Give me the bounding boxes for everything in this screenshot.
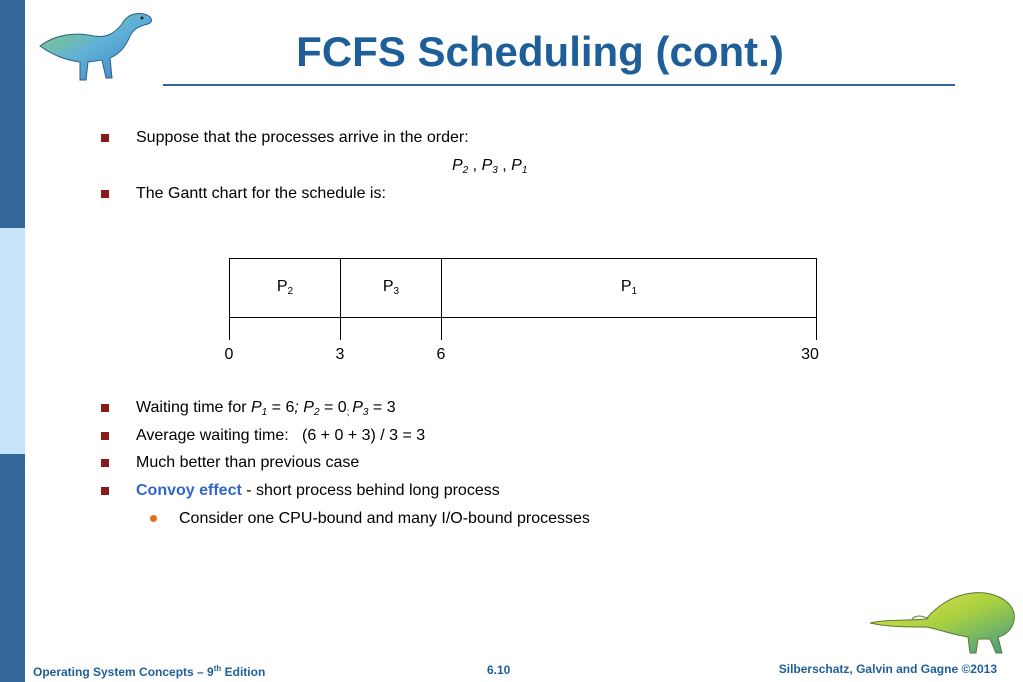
gantt-tick-label: 6 [436, 346, 446, 363]
left-sidebar-stripe [0, 0, 25, 682]
page-title: FCFS Scheduling (cont.) [296, 28, 784, 75]
sub-bullet-cpu-io: Consider one CPU-bound and many I/O-bound processes [179, 510, 590, 527]
dinosaur-icon [36, 6, 156, 86]
bullet-marker [101, 487, 109, 495]
gantt-tick [229, 318, 230, 340]
bullet-gantt-intro: The Gantt chart for the schedule is: [136, 185, 386, 202]
gantt-tick [441, 318, 442, 340]
bullet-marker [101, 432, 109, 440]
sidebar-middle-segment [0, 228, 25, 454]
bullet-much-better: Much better than previous case [136, 454, 360, 471]
process-order-line: $P_2$ , $P_3$ , $P_1$ [452, 157, 528, 176]
bullet-waiting-time: Waiting time for $P_1 = 6$; $P_2 = 0_;$ $P_3 = 3$ [136, 399, 396, 418]
gantt-tick [340, 318, 341, 340]
footer-book-title: Operating System Concepts – 9th Edition [33, 664, 266, 679]
bullet-marker [101, 134, 109, 142]
bullet-convoy-effect: Convoy effect - short process behind long process [136, 482, 500, 499]
bullet-marker [101, 190, 109, 198]
gantt-tick-label: 3 [335, 346, 345, 363]
footer-authors: Silberschatz, Galvin and Gagne ©2013 [778, 662, 997, 676]
gantt-tick [816, 318, 817, 340]
gantt-cell-p3: $P_3$ [341, 259, 442, 317]
gantt-tick-label: 30 [801, 346, 819, 363]
gantt-chart [229, 258, 817, 318]
bullet-marker [101, 459, 109, 467]
bullet-marker [101, 404, 109, 412]
bullet-arrival-order: Suppose that the processes arrive in the order: [136, 129, 469, 146]
title-divider [163, 84, 955, 86]
footer-page-number: 6.10 [487, 663, 511, 677]
gantt-cell-p2: $P_2$ [230, 259, 341, 317]
bullet-average-waiting: Average waiting time: (6 + 0 + 3) / 3 = 3 [136, 427, 426, 444]
gantt-cell-p1: $P_1$ [620, 278, 638, 297]
sub-bullet-marker [150, 515, 157, 522]
sidebar-bottom-segment [0, 454, 25, 682]
dinosaur-icon [868, 585, 1018, 657]
gantt-tick-label: 0 [224, 346, 234, 363]
sidebar-top-segment [0, 0, 25, 228]
